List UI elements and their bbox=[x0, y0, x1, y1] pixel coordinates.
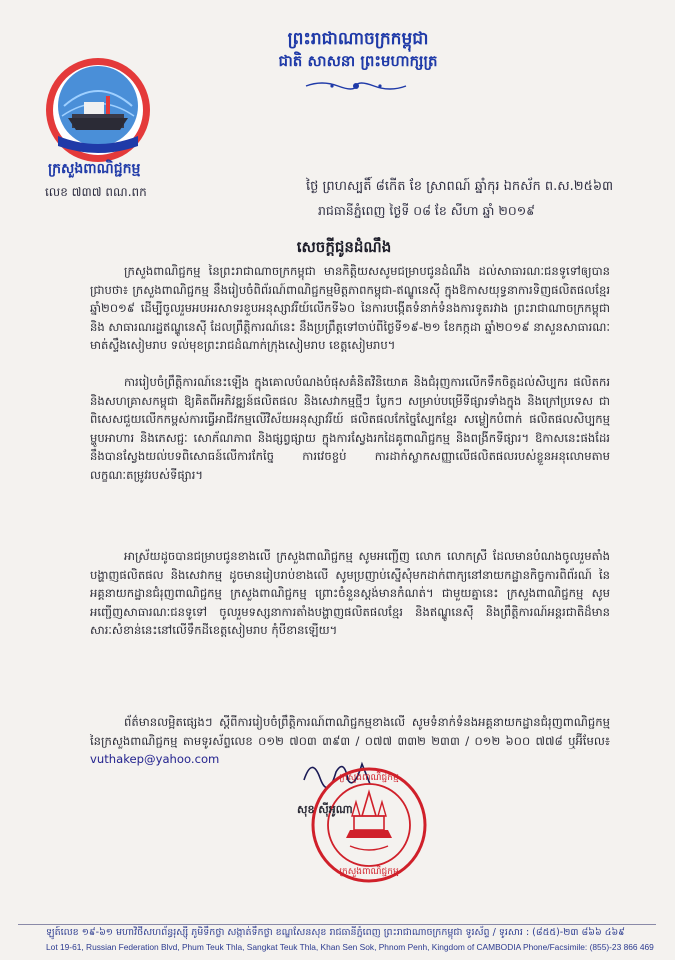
footer-address-khmer: ឡូត៍លេខ ១៩-៦១ មហាវិថីសហព័ន្ធរុស្ស៊ី ភូមិទឹកថ្លា សង្កាត់ទឹកថ្លា ខណ្ឌសែនសុខ រាជធានីភ្នំពេញ ព្រះរាជាណាចក្រកម្ពុជា ទូរស័ព្ទ / ទូរសារ : (៨៥៥)-២៣ ៨៦៦ ៤៦៩ bbox=[46, 927, 625, 938]
solar-date: រាជធានីភ្នំពេញ ថ្ងៃទី ០៨ ខែ សីហា ឆ្នាំ ២០១៩ bbox=[318, 203, 536, 218]
seal-bottom-text: ក្រសួងពាណិជ្ជកម្ម bbox=[339, 867, 399, 877]
contact-text: ព័ត៌មានលម្អិតផ្សេងៗ ស្តីពីការរៀបចំព្រឹត្តិការណ៍ពាណិជ្ជកម្មខាងលើ សូមទំនាក់ទំនងអគ្គនាយកដ្ឋានជំរុញពាណិជ្ជកម្ម នៃក្រសួងពាណិជ្ជកម្ម តាមទូរស័ព្ទលេខ ០១២ ៧០៣ ៣៩៣ / ០៧៧ ៣៣២ ២៣៣ / ០១២ ៦០០ ៧៧៨ ឬអ៊ីមែល៖ bbox=[90, 715, 610, 748]
seal-top-text: ក្រសួងពាណិជ្ជកម្ម bbox=[339, 773, 399, 783]
ornament-divider-icon bbox=[302, 80, 410, 92]
lunar-date: ថ្ងៃ ព្រហស្បតិ៍ ៨កើត ខែ ស្រាពណ៍ ឆ្នាំកុរ ឯកស័ក ព.ស.២៥៦៣ bbox=[306, 179, 614, 194]
footer-address-english: Lot 19-61, Russian Federation Blvd, Phum Teuk Thla, Sangkat Teuk Thla, Khan Sen Sok, Phnom Penh, Kingdom of CAMBODIA Phone/Facsimile: (855)-23 866 469 bbox=[46, 942, 654, 952]
document-title: សេចក្តីជូនដំណឹង bbox=[296, 238, 392, 256]
contact-email-link[interactable]: vuthakep@yahoo.com bbox=[90, 752, 220, 767]
body-paragraph-2: ការរៀបចំព្រឹត្តិការណ៍នេះឡើង ក្នុងគោលបំណងបំផុសគំនិតវិនិយោគ និងជំរុញការលើកទឹកចិត្តដល់សិប្បករ ផលិតករ និងសហគ្រាសកម្ពុជា ឱ្យគិតពីអភិវឌ្ឍន៍ផលិតផល និងសេវាកម្មថ្មីៗ ប្លែកៗ សម្រាប់បម្រើទីផ្សារទាំងក្នុង និងក្រៅប្រទេស ជាពិសេសជួយលើកកម្ពស់ការធ្វើអាជីវកម្មលើវិស័យអនុស្សាវរីយ៍ ផលិតផលកែច្នៃស្បែកខ្មែរ សម្លៀកបំពាក់ ផលិតផលសិប្បកម្ម ម្ហូបអាហារ និងភេសជ្ជៈ សោភ័ណភាព និងផ្សព្វផ្សាយ ក្នុងការស្វែងរកដៃគូពាណិជ្ជកម្ម និងពង្រីកទីផ្សារ។ ឱកាសនេះផងដែរ នឹងបានស្វែងយល់បទពិសោធន៍លើការកែច្នៃ ការវេចខ្ចប់ ការដាក់ស្លាកសញ្ញាលើផលិតផលរបស់ខ្លួនអនុលោមតាមលក្ខណៈតម្រូវរបស់ទីផ្សារ។ bbox=[90, 375, 610, 482]
ministry-logo bbox=[44, 56, 152, 164]
kingdom-title: ព្រះរាជាណាចក្រកម្ពុជា bbox=[287, 29, 429, 49]
ministry-name: ក្រសួងពាណិជ្ជកម្ម bbox=[48, 161, 141, 177]
body-paragraph-3: អាស្រ័យដូចបានជម្រាបជូនខាងលើ ក្រសួងពាណិជ្ជកម្ម សូមអញ្ជើញ លោក លោកស្រី ដែលមានបំណងចូលរួមតាំងបង្ហាញផលិតផល និងសេវាកម្ម ដូចមានរៀបរាប់ខាងលើ សូមប្រញាប់ស្នើសុំមកដាក់ពាក្យនៅនាយកដ្ឋានកិច្ចការពិព័រណ៍ នៃអគ្គនាយកដ្ឋានជំរុញពាណិជ្ជកម្ម ក្រសួងពាណិជ្ជកម្ម ព្រោះចំនួនស្តង់មានកំណត់។ ជាមួយគ្នានេះ ក្រសួងពាណិជ្ជកម្ម សូមអញ្ជើញសាធារណៈជនទូទៅ ចូលរួមទស្សនាការតាំងបង្ហាញផលិតផលខ្មែរ និងឥណ្ឌូនេស៊ី និងព្រឹត្តិការណ៍អន្តរជាតិដ៏មានសារៈសំខាន់នេះនៅលើទឹកដីខេត្តសៀមរាប កុំបីខានឡើយ។ bbox=[90, 549, 610, 638]
letterhead-kingdom bbox=[248, 28, 468, 72]
body-paragraph-1: ក្រសួងពាណិជ្ជកម្ម នៃព្រះរាជាណាចក្រកម្ពុជា មានកិត្តិយសសូមជម្រាបជូនដំណឹង ដល់សាធារណៈជនទូទៅឲ្យបានជ្រាបថា៖ ក្រសួងពាណិជ្ជកម្ម នឹងរៀបចំពិព័រណ៍ពាណិជ្ជកម្មមិត្តភាពកម្ពុជា-ឥណ្ឌូនេស៊ី ក្នុងឱកាសយុទ្ធនាការទិញផលិតផលខ្មែរ ឆ្នាំ២០១៩ ដើម្បីចូលរួមអបអរសាទរខួបអនុស្សាវរីយ៍លើកទី៦០ នៃការបង្កើតទំនាក់ទំនងការទូតរវាង ព្រះរាជាណាចក្រកម្ពុជា និង សាធារណរដ្ឋឥណ្ឌូនេស៊ី ដែលព្រឹត្តិការណ៍នេះ នឹងប្រព្រឹត្តទៅចាប់ពីថ្ងៃទី១៩-២១ ខែកក្កដា ឆ្នាំ២០១៩ នាសួនសាធារណៈមាត់ស្ទឹងសៀមរាប ទល់មុខព្រះរាជដំណាក់ក្រុងសៀមរាប ខេត្តសៀមរាប។ bbox=[90, 264, 610, 353]
footer-divider bbox=[18, 924, 656, 925]
signer-name: សុខ ស៊ីអូណា bbox=[297, 803, 353, 816]
national-motto: ជាតិ សាសនា ព្រះមហាក្សត្រ bbox=[278, 52, 438, 70]
official-seal-icon bbox=[310, 766, 428, 884]
reference-number: លេខ ៧៣៧ ពណ.ពក bbox=[45, 185, 147, 199]
